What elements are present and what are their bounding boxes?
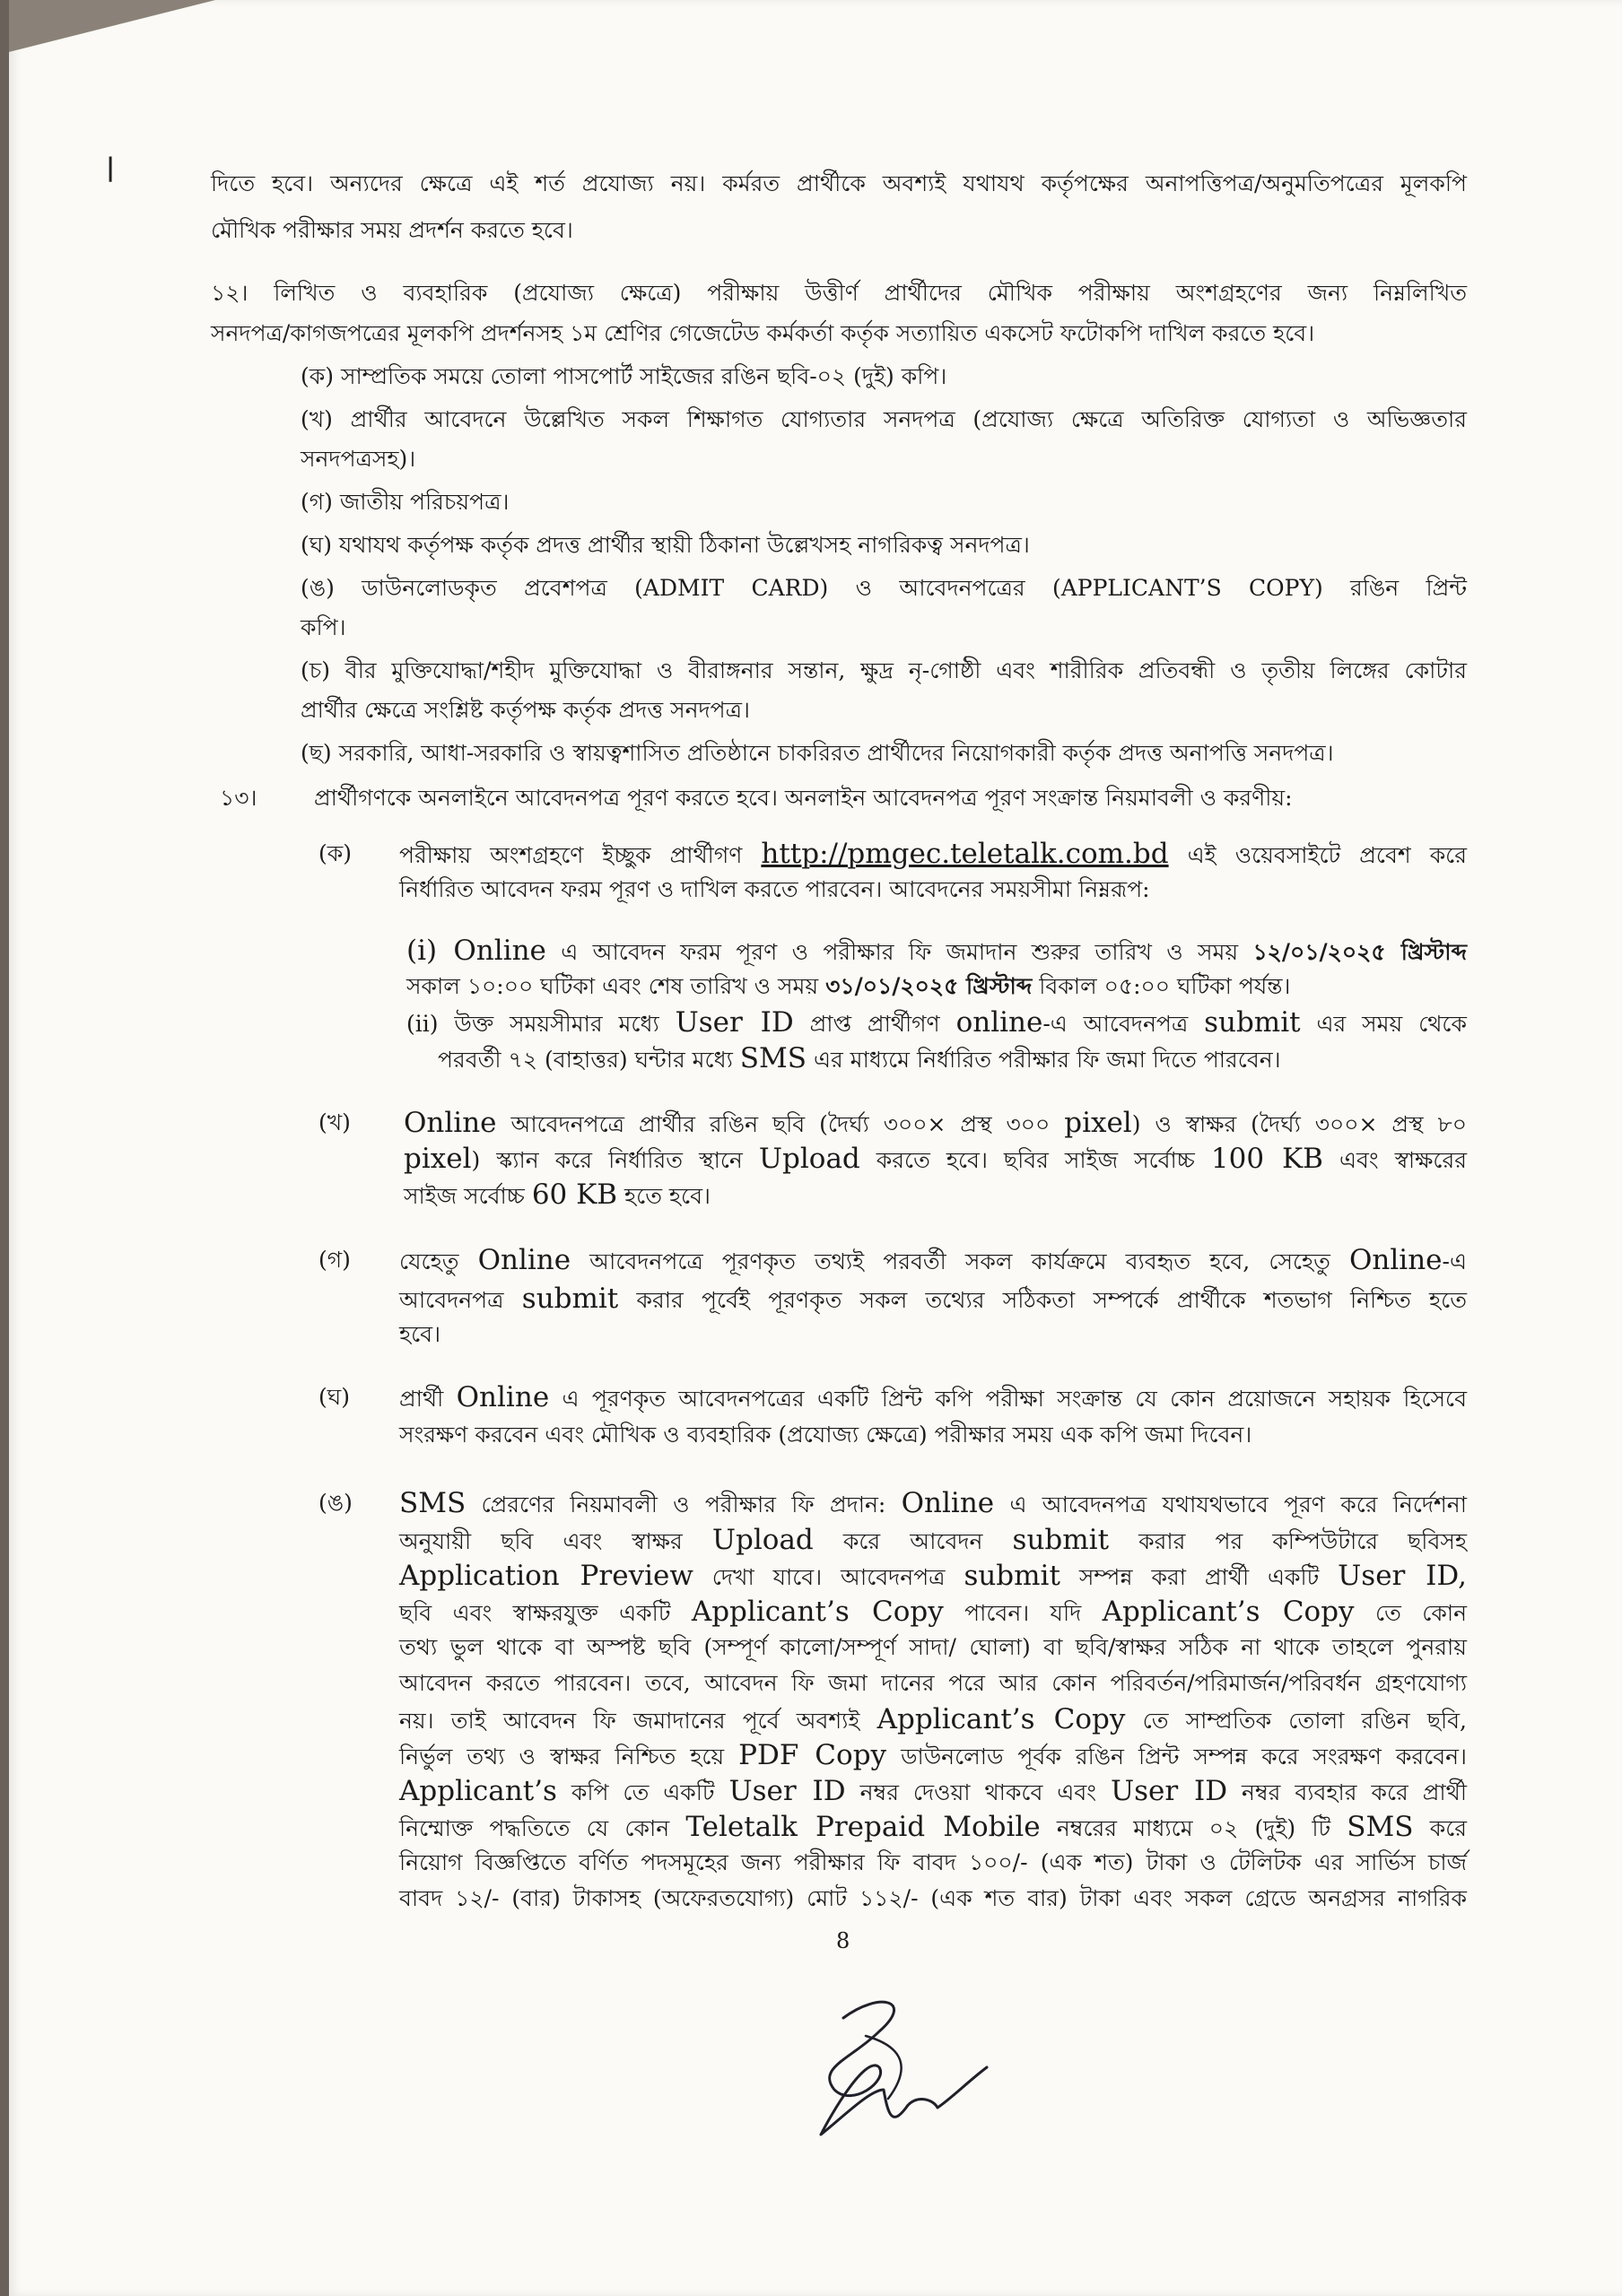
item-umo-line-7: নয়। তাই আবেদন ফি জমাদানের পূর্বে অবশ্যই Applicant’s Copy তে সাম্প্রতিক তোলা রঙিন ছবি, xyxy=(399,1703,1468,1735)
section-13-number: ১৩। xyxy=(220,785,257,811)
item-gha-line-1: প্রার্থী Online এ পূরণকৃত আবেদনপত্রের একটি প্রিন্ট কপি পরীক্ষা সংক্রান্ত যে কোন প্রয়োজনে সহায়ক হিসেবে xyxy=(399,1381,1468,1413)
item-umo-line-8: নির্ভুল তথ্য ও স্বাক্ষর নিশ্চিত হয়ে PDF Copy ডাউনলোড পূর্বক রঙিন প্রিন্ট সম্পন্ন করে সংরক্ষণ করবেন। xyxy=(399,1739,1467,1771)
section-12-item-cha-line-1: (চ) বীর মুক্তিযোদ্ধা/শহীদ মুক্তিযোদ্ধা ও বীরাঙ্গনার সন্তান, ক্ষুদ্র নৃ-গোষ্ঠী এবং শারীরিক প্রতিবন্ধী ও তৃতীয় লিঙ্গের কোটার xyxy=(301,657,1467,683)
section-12-item-umo-line-2: কপি। xyxy=(301,614,346,640)
item-kha-label: (খ) xyxy=(318,1109,351,1135)
item-umo-line-5: তথ্য ভুল থাকে বা অস্পষ্ট ছবি (সম্পূর্ণ কালো/সম্পূর্ণ সাদা/ ঘোলা) বা ছবি/স্বাক্ষর সঠিক না থাকে তাহলে পুনরায় xyxy=(399,1634,1467,1660)
section-12-item-ga: (গ) জাতীয় পরিচয়পত্র। xyxy=(301,489,510,515)
schedule-i-line-2: সকাল ১০:০০ ঘটিকা এবং শেষ তারিখ ও সময় ৩১/০১/২০২৫ খ্রিস্টাব্দ বিকাল ০৫:০০ ঘটিকা পর্যন্ত। xyxy=(406,973,1291,999)
section-12-item-kha-line-2: সনদপত্রসহ)। xyxy=(301,446,416,472)
section-12-line-1: ১২। লিখিত ও ব্যবহারিক (প্রযোজ্য ক্ষেত্রে) পরীক্ষায় উত্তীর্ণ প্রার্থীদের মৌখিক পরীক্ষায় অংশগ্রহণের জন্য নিম্নলিখিত xyxy=(211,280,1467,306)
item-umo-line-10: নিম্মোক্ত পদ্ধতিতে যে কোন Teletalk Prepaid Mobile নম্বরের মাধ্যমে ০২ (দুই) টি SMS করে xyxy=(399,1811,1468,1843)
item-umo-line-3: Application Preview দেখা যাবে। আবেদনপত্র submit সম্পন্ন করা প্রার্থী একটি User ID, xyxy=(399,1560,1467,1592)
item-umo-line-6: আবেদন করতে পারবেন। তবে, আবেদন ফি জমা দানের পরে আর কোন পরিবর্তন/পরিমার্জন/পরিবর্ধন গ্রহণযোগ্য xyxy=(399,1670,1467,1696)
item-ka-line-1: পরীক্ষায় অংশগ্রহণে ইচ্ছুক প্রার্থীগণ http://pmgec.teletalk.com.bd এই ওয়েবসাইটে প্রবেশ করে xyxy=(399,838,1467,870)
item-umo-line-11: নিয়োগ বিজ্ঞপ্তিতে বর্ণিত পদসমূহের জন্য পরীক্ষার ফি বাবদ ১০০/- (এক শত) টাকা ও টেলিটক এর সার্ভিস চার্জ xyxy=(399,1849,1467,1875)
item-gha-line-2: সংরক্ষণ করবেন এবং মৌখিক ও ব্যবহারিক (প্রযোজ্য ক্ষেত্রে) পরীক্ষার সময় এক কপি জমা দিবেন। xyxy=(399,1422,1252,1448)
signature-image xyxy=(780,1982,996,2161)
item-umo-line-9: Applicant’s কপি তে একটি User ID নম্বর দেওয়া থাকবে এবং User ID নম্বর ব্যবহার করে প্রার্থী xyxy=(399,1775,1467,1807)
section-12-item-chha: (ছ) সরকারি, আধা-সরকারি ও স্বায়ত্বশাসিত প্রতিষ্ঠানে চাকরিরত প্রার্থীদের নিয়োগকারী কর্তৃক প্রদত্ত অনাপত্তি সনদপত্র। xyxy=(301,740,1334,766)
document-page xyxy=(9,0,1622,2296)
item-kha-line-2: pixel) স্ক্যান করে নির্ধারিত স্থানে Upload করতে হবে। ছবির সাইজ সর্বোচ্চ 100 KB এবং স্বাক্ষরের xyxy=(404,1143,1467,1175)
website-link[interactable]: http://pmgec.teletalk.com.bd xyxy=(761,838,1169,870)
page-corner-shadow xyxy=(9,0,215,54)
item-ka-label: (ক) xyxy=(318,840,352,866)
item-gha-label: (ঘ) xyxy=(318,1384,350,1410)
section-12-line-2: সনদপত্র/কাগজপত্রের মূলকপি প্রদর্শনসহ ১ম শ্রেণির গেজেটেড কর্মকর্তা কর্তৃক সত্যায়িত একসেট ফটোকপি দাখিল করতে হবে। xyxy=(211,320,1315,346)
schedule-ii-line-1: (ii) উক্ত সময়সীমার মধ্যে User ID প্রাপ্ত প্রার্থীগণ online-এ আবেদনপত্র submit এর সময় থেকে xyxy=(406,1006,1467,1039)
item-umo-line-1: SMS প্রেরণের নিয়মাবলী ও পরীক্ষার ফি প্রদান: Online এ আবেদনপত্র যথাযথভাবে পূরণ করে নির্দেশনা xyxy=(399,1487,1467,1519)
item-ga-line-3: হবে। xyxy=(399,1321,441,1347)
section-12-item-umo-line-1: (ঙ) ডাউনলোডকৃত প্রবেশপত্র (ADMIT CARD) ও আবেদনপত্রের (APPLICANT’S COPY) রঙিন প্রিন্ট xyxy=(301,575,1467,601)
item-ka-line-2: নির্ধারিত আবেদন ফরম পূরণ ও দাখিল করতে পারবেন। আবেদনের সময়সীমা নিম্নরূপ: xyxy=(399,876,1150,902)
item-umo-line-4: ছবি এবং স্বাক্ষরযুক্ত একটি Applicant’s Copy পাবেন। যদি Applicant’s Copy তে কোন xyxy=(399,1596,1468,1628)
item-umo-line-12: বাবদ ১২/- (বার) টাকাসহ (অফেরতযোগ্য) মোট ১১২/- (এক শত বার) টাকা এবং সকল গ্রেডে অনগ্রসর নাগরিক xyxy=(399,1885,1467,1911)
section-13-intro: প্রার্থীগণকে অনলাইনে আবেদনপত্র পূরণ করতে হবে। অনলাইন আবেদনপত্র পূরণ সংক্রান্ত নিয়মাবলী ও করণীয়: xyxy=(314,785,1293,811)
continuation-line-1: দিতে হবে। অন্যদের ক্ষেত্রে এই শর্ত প্রযোজ্য নয়। কর্মরত প্রার্থীকে অবশ্যই যথাযথ কর্তৃপক্ষের অনাপত্তিপত্র/অনুমতিপত্রের মূলকপি xyxy=(211,170,1467,196)
section-12-item-ka: (ক) সাম্প্রতিক সময়ে তোলা পাসপোর্ট সাইজের রঙিন ছবি-০২ (দুই) কপি। xyxy=(301,363,947,389)
margin-mark: | xyxy=(106,152,116,182)
item-ga-line-1: যেহেতু Online আবেদনপত্রে পূরণকৃত তথ্যই পরবর্তী সকল কার্যক্রমে ব্যবহৃত হবে, সেহেতু Online-এ xyxy=(399,1244,1467,1276)
section-12-item-gha: (ঘ) যথাযথ কর্তৃপক্ষ কর্তৃক প্রদত্ত প্রার্থীর স্থায়ী ঠিকানা উল্লেখসহ নাগরিকত্ব সনদপত্র। xyxy=(301,532,1030,558)
continuation-line-2: মৌখিক পরীক্ষার সময় প্রদর্শন করতে হবে। xyxy=(211,217,573,243)
item-kha-line-3: সাইজ সর্বোচ্চ 60 KB হতে হবে। xyxy=(404,1178,711,1211)
section-12-item-cha-line-2: প্রার্থীর ক্ষেত্রে সংশ্লিষ্ট কর্তৃপক্ষ কর্তৃক প্রদত্ত সনদপত্র। xyxy=(301,697,750,723)
item-umo-line-2: অনুযায়ী ছবি এবং স্বাক্ষর Upload করে আবেদন submit করার পর কম্পিউটারে ছবিসহ xyxy=(399,1524,1468,1556)
schedule-i-line-1: (i) Online এ আবেদন ফরম পূরণ ও পরীক্ষার ফি জমাদান শুরুর তারিখ ও সময় ১২/০১/২০২৫ খ্রিস্টাব্দ xyxy=(406,935,1468,967)
page-number: 8 xyxy=(836,1928,850,1953)
item-kha-line-1: Online আবেদনপত্রে প্রার্থীর রঙিন ছবি (দৈর্ঘ্য ৩০০× প্রস্থ ৩০০ pixel) ও স্বাক্ষর (দৈর্ঘ্য ৩০০× প্রস্থ ৮০ xyxy=(404,1107,1468,1139)
schedule-ii-line-2: পরবর্তী ৭২ (বাহাত্তর) ঘন্টার মধ্যে SMS এর মাধ্যমে নির্ধারিত পরীক্ষার ফি জমা দিতে পারবেন। xyxy=(438,1042,1281,1074)
item-ga-line-2: আবেদনপত্র submit করার পূর্বেই পূরণকৃত সকল তথ্যের সঠিকতা সম্পর্কে প্রার্থীকে শতভাগ নিশ্চিত হতে xyxy=(399,1283,1467,1315)
item-ga-label: (গ) xyxy=(318,1247,351,1273)
section-12-item-kha-line-1: (খ) প্রার্থীর আবেদনে উল্লেখিত সকল শিক্ষাগত যোগ্যতার সনদপত্র (প্রযোজ্য ক্ষেত্রে অতিরিক্ত যোগ্যতা ও অভিজ্ঞতার xyxy=(301,406,1467,432)
item-umo-label: (ঙ) xyxy=(318,1490,353,1516)
